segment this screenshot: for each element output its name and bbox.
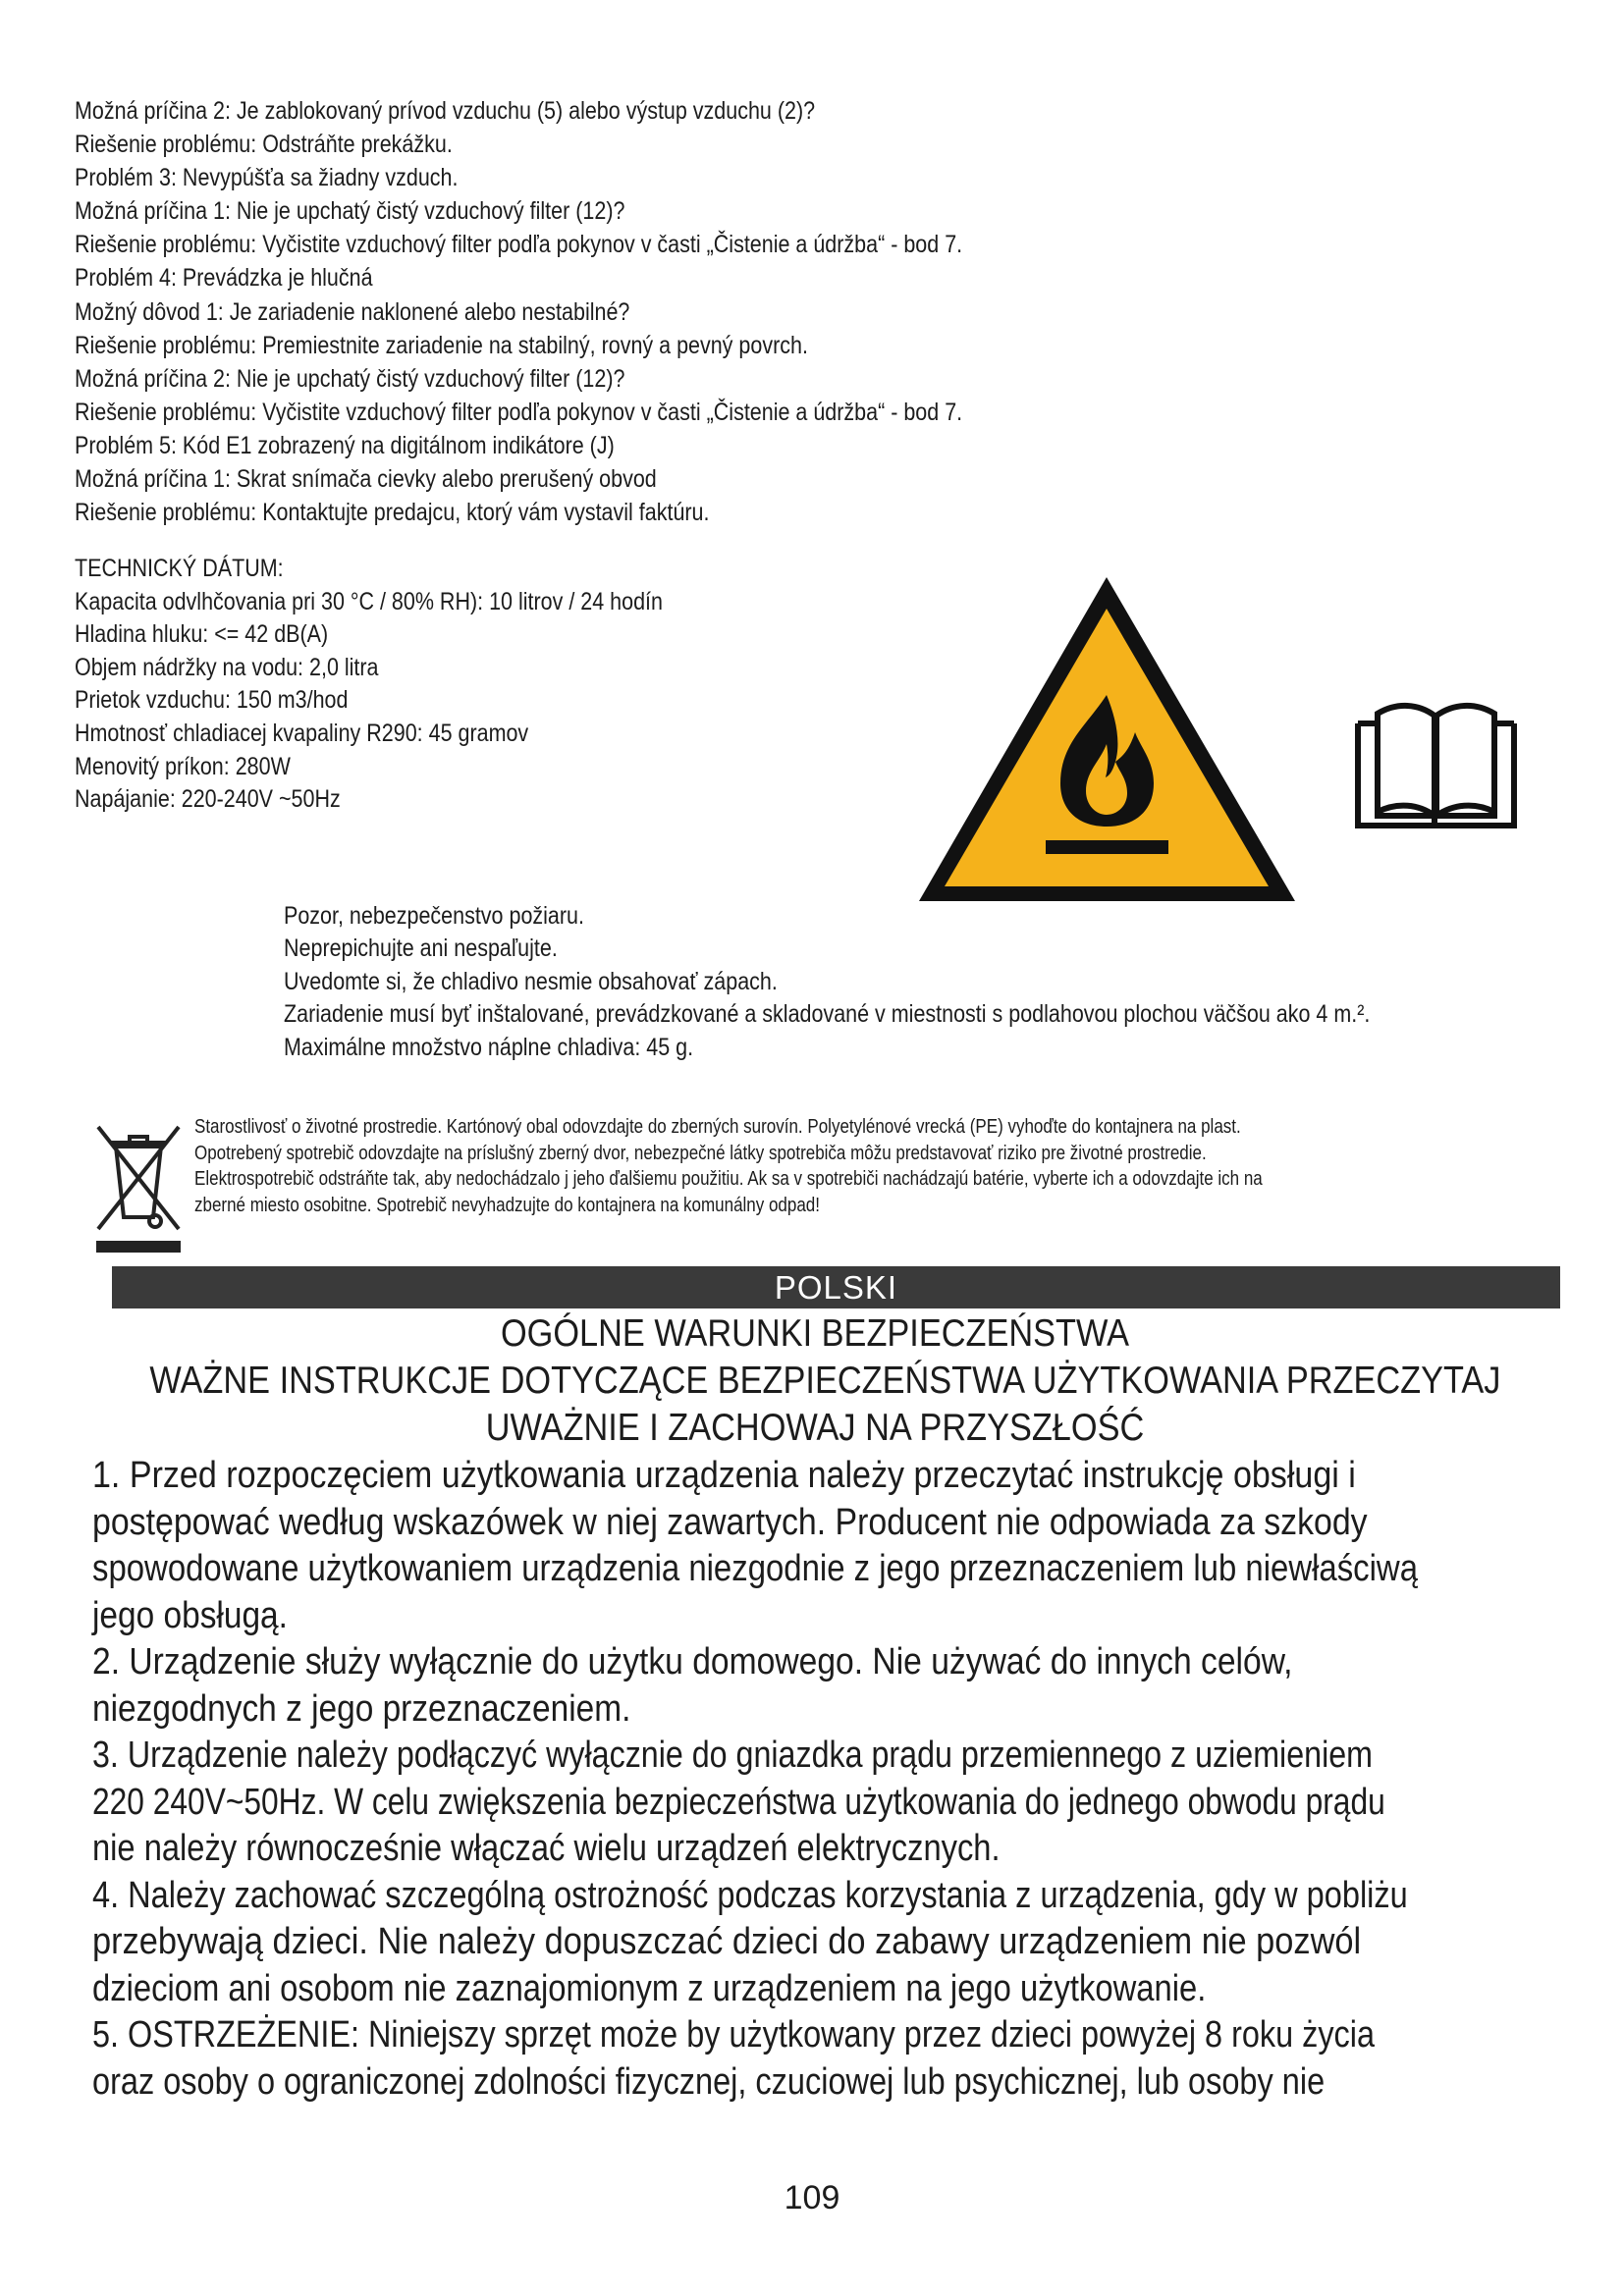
caution-line: Zariadenie musí byť inštalované, prevádzkované a skladované v miestnosti s podlahovou plochou väčšou ako 4 m.². [284, 1000, 1371, 1029]
environment-line: Elektrospotrebič odstráňte tak, aby nedochádzalo j jeho ďalšiemu použitiu. Ak sa v spotrebiči nachádzajú batérie, vyberte ich a odovzdajte ich na [194, 1168, 1263, 1191]
crossed-bin-icon [90, 1119, 187, 1256]
section-label-bar: POLSKI [112, 1266, 1560, 1308]
instruction-line: nie należy równocześnie włączać wielu urządzeń elektrycznych. [92, 1828, 1001, 1869]
troubleshooting-line: Problém 4: Prevádzka je hlučná [75, 264, 373, 293]
technical-line: Prietok vzduchu: 150 m3/hod [75, 686, 349, 715]
instruction-line: 1. Przed rozpoczęciem użytkowania urządzenia należy przeczytać instrukcję obsługi i [92, 1455, 1356, 1496]
troubleshooting-line: Riešenie problému: Premiestnite zariadenie na stabilný, rovný a pevný povrch. [75, 331, 808, 359]
technical-line: Hmotnosť chladiacej kvapaliny R290: 45 gramov [75, 719, 529, 747]
troubleshooting-line: Problém 3: Nevypúšťa sa žiadny vzduch. [75, 164, 459, 192]
instruction-line: niezgodnych z jego przeznaczeniem. [92, 1687, 631, 1730]
environment-line: zberné miesto osobitne. Spotrebič nevyhadzujte do kontajnera na komunálny odpad! [194, 1194, 820, 1216]
heading-line: OGÓLNE WARUNKI BEZPIECZEŃSTWA [500, 1312, 1130, 1355]
technical-title: TECHNICKÝ DÁTUM: [75, 555, 284, 582]
technical-data [75, 553, 860, 817]
instruction-line: postępować według wskazówek w niej zawartych. Producent nie odpowiada za szkody [92, 1501, 1368, 1543]
instruction-line: 4. Należy zachować szczególną ostrożność podczas korzystania z urządzenia, gdy w pobliżu [92, 1874, 1408, 1916]
fire-warning-icon [913, 569, 1301, 908]
instruction-line: 2. Urządzenie służy wyłącznie do użytku domowego. Nie używać do innych celów, [92, 1641, 1293, 1682]
troubleshooting-line: Riešenie problému: Vyčistite vzduchový filter podľa pokynov v časti „Čistenie a údržba“ - bod 7. [75, 398, 963, 426]
safety-heading [59, 1310, 1571, 1452]
technical-line: Kapacita odvlhčovania pri 30 °C / 80% RH): 10 litrov / 24 hodín [75, 587, 663, 615]
technical-line: Hladina hluku: <= 42 dB(A) [75, 620, 329, 649]
troubleshooting-line: Možná príčina 1: Skrat snímača cievky alebo prerušený obvod [75, 465, 657, 494]
polish-instructions [92, 1453, 1565, 2106]
environment-line: Starostlivosť o životné prostredie. Kartónový obal odovzdajte do zberných surovín. Polyetylénové vrecká (PE) vyhoďte do kontajnera na plast. [194, 1116, 1241, 1138]
heading-line: WAŻNE INSTRUKCJE DOTYCZĄCE BEZPIECZEŃSTWA UŻYTKOWANIA PRZECZYTAJ [149, 1360, 1501, 1402]
caution-line: Neprepichujte ani nespaľujte. [284, 934, 558, 963]
troubleshooting-line: Možný dôvod 1: Je zariadenie naklonené alebo nestabilné? [75, 297, 630, 326]
troubleshooting-line: Riešenie problému: Kontaktujte predajcu, ktorý vám vystavil faktúru. [75, 499, 710, 527]
troubleshooting-line: Riešenie problému: Vyčistite vzduchový filter podľa pokynov v časti „Čistenie a údržba“ - bod 7. [75, 231, 963, 259]
page-number: 109 [784, 2179, 840, 2216]
instruction-line: 3. Urządzenie należy podłączyć wyłącznie do gniazdka prądu przemiennego z uziemieniem [92, 1735, 1373, 1776]
heading-line: UWAŻNIE I ZACHOWAJ NA PRZYSZŁOŚĆ [485, 1407, 1145, 1449]
troubleshooting-line: Možná príčina 2: Je zablokovaný prívod vzduchu (5) alebo výstup vzduchu (2)? [75, 97, 816, 125]
technical-line: Napájanie: 220-240V ~50Hz [75, 785, 341, 814]
technical-line: Menovitý príkon: 280W [75, 752, 291, 780]
instruction-line: oraz osoby o ograniczonej zdolności fizycznej, czuciowej lub psychicznej, lub osoby nie [92, 2060, 1326, 2103]
instruction-line: 220 240V~50Hz. W celu zwiększenia bezpieczeństwa użytkowania do jednego obwodu prądu [92, 1781, 1385, 1823]
environment-note [194, 1114, 1569, 1218]
caution-line: Uvedomte si, že chladivo nesmie obsahovať zápach. [284, 967, 778, 995]
caution-line: Pozor, nebezpečenstvo požiaru. [284, 902, 584, 930]
instruction-line: jego obsługą. [92, 1594, 288, 1636]
troubleshooting-line: Problém 5: Kód E1 zobrazený na digitálnom indikátore (J) [75, 431, 615, 459]
instruction-line: spowodowane użytkowaniem urządzenia niezgodnie z jego przeznaczeniem lub niewłaściwą [92, 1548, 1418, 1589]
instruction-line: przebywają dzieci. Nie należy dopuszczać dzieci do zabawy urządzeniem nie pozwól [92, 1921, 1362, 1962]
troubleshooting-text [75, 94, 1155, 529]
troubleshooting-line: Možná príčina 1: Nie je upchatý čistý vzduchový filter (12)? [75, 197, 625, 226]
troubleshooting-line: Možná príčina 2: Nie je upchatý čistý vzduchový filter (12)? [75, 364, 625, 393]
technical-line: Objem nádržky na vodu: 2,0 litra [75, 653, 379, 681]
instruction-line: dzieciom ani osobom nie zaznajomionym z urządzeniem na jego użytkowanie. [92, 1967, 1207, 2009]
instruction-line: 5. OSTRZEŻENIE: Niniejszy sprzęt może by użytkowany przez dzieci powyżej 8 roku życia [92, 2014, 1375, 2056]
caution-text [284, 900, 1560, 1064]
troubleshooting-line: Riešenie problému: Odstráňte prekážku. [75, 131, 453, 159]
manual-book-icon [1350, 690, 1522, 832]
environment-line: Opotrebený spotrebič odovzdajte na príslušný zberný dvor, nebezpečné látky spotrebiča môžu predstavovať riziko pre životné prostredie. [194, 1142, 1207, 1164]
caution-line: Maximálne množstvo náplne chladiva: 45 g. [284, 1033, 694, 1061]
